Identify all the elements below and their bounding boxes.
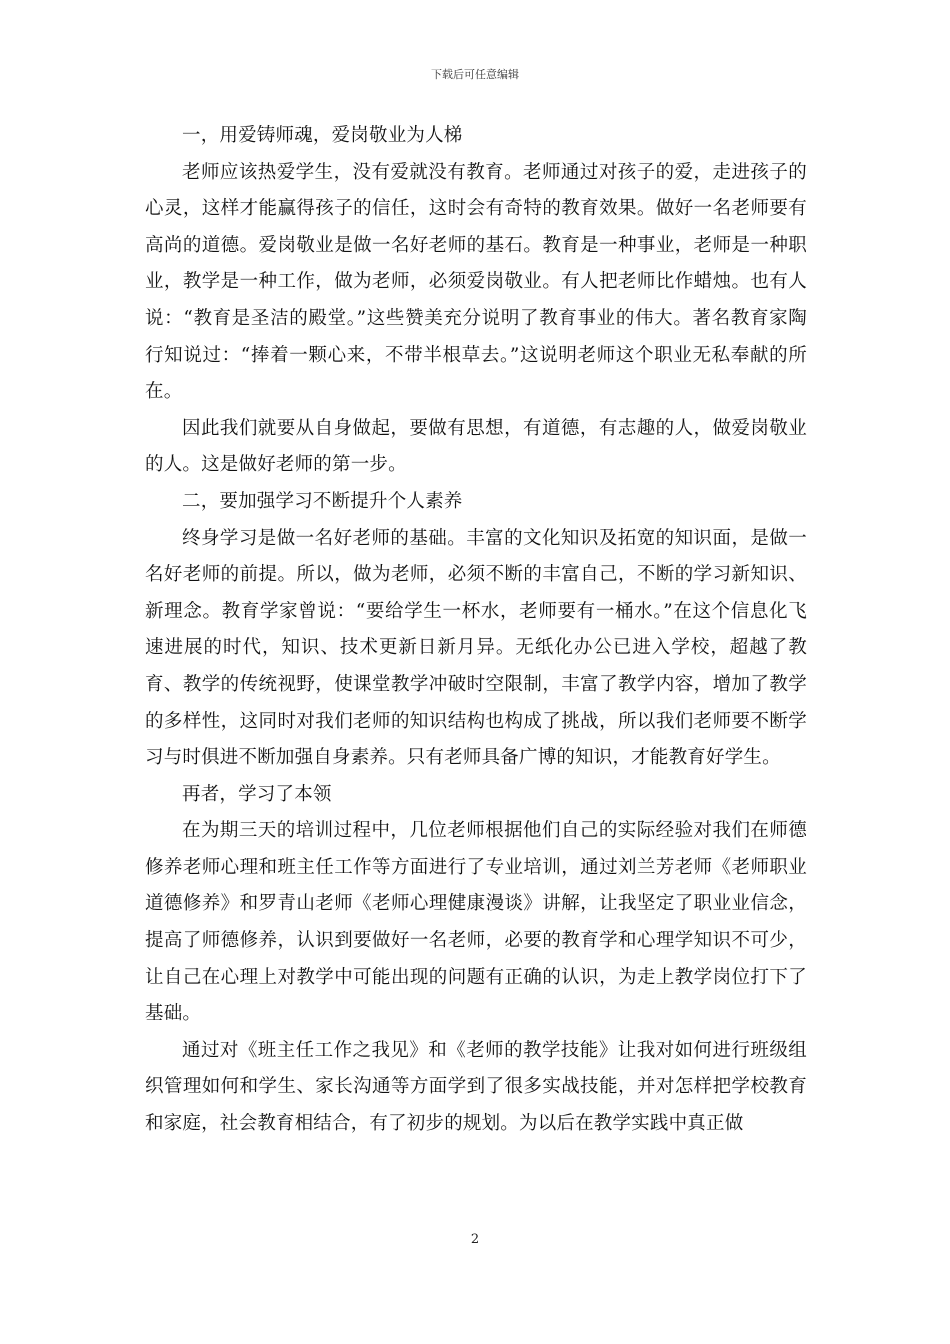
document-body: [145, 118, 807, 1143]
section-heading-2: 二，要加强学习不断提升个人素养: [182, 490, 463, 512]
page-header: 下载后可任意编辑: [431, 68, 519, 81]
paragraph: 在为期三天的培训过程中，几位老师根据他们自己的实际经验对我们在师德修养老师心理和班主任工作等方面进行了专业培训，通过刘兰芳老师《老师职业道德修养》和罗青山老师《老师心理健康漫谈》讲解，让我坚定了职业业信念，提高了师德修养，认识到要做好一名老师，必要的教育学和心理学知识不可少，让自己在心理上对教学中可能出现的问题有正确的认识，为走上教学岗位打下了基础。: [145, 820, 807, 1025]
section-heading-3: 再者，学习了本领: [182, 783, 332, 805]
paragraph: 老师应该热爱学生，没有爱就没有教育。老师通过对孩子的爱，走进孩子的心灵，这样才能赢得孩子的信任，这时会有奇特的教育效果。做好一名老师要有高尚的道德。爱岗敬业是做一名好老师的基石。教育是一种事业，老师是一种职业，教学是一种工作，做为老师，必须爱岗敬业。有人把老师比作蜡烛。也有人说：“教育是圣洁的殿堂。”这些赞美充分说明了教育事业的伟大。著名教育家陶行知说过：“捧着一颗心来，不带半根草去。”这说明老师这个职业无私奉献的所在。: [145, 161, 807, 403]
section-heading-1: 一，用爱铸师魂，爱岗敬业为人梯: [182, 125, 463, 146]
page-number: 2: [470, 1232, 480, 1247]
paragraph: 因此我们就要从自身做起，要做有思想，有道德，有志趣的人，做爱岗敬业的人。这是做好老师的第一步。: [145, 417, 807, 476]
paragraph: 终身学习是做一名好老师的基础。丰富的文化知识及拓宽的知识面，是做一名好老师的前提。所以，做为老师，必须不断的丰富自己，不断的学习新知识、新理念。教育学家曾说：“要给学生一杯水，老师要有一桶水。”在这个信息化飞速进展的时代，知识、技术更新日新月异。无纸化办公已进入学校，超越了教育、教学的传统视野，使课堂教学冲破时空限制，丰富了教学内容，增加了教学的多样性，这同时对我们老师的知识结构也构成了挑战，所以我们老师要不断学习与时俱进不断加强自身素养。只有老师具备广博的知识，才能教育好学生。: [145, 527, 807, 769]
paragraph: 通过对《班主任工作之我见》和《老师的教学技能》让我对如何进行班级组织管理如何和学生、家长沟通等方面学到了很多实战技能，并对怎样把学校教育和家庭，社会教育相结合，有了初步的规划。为以后在教学实践中真正做: [145, 1039, 807, 1135]
